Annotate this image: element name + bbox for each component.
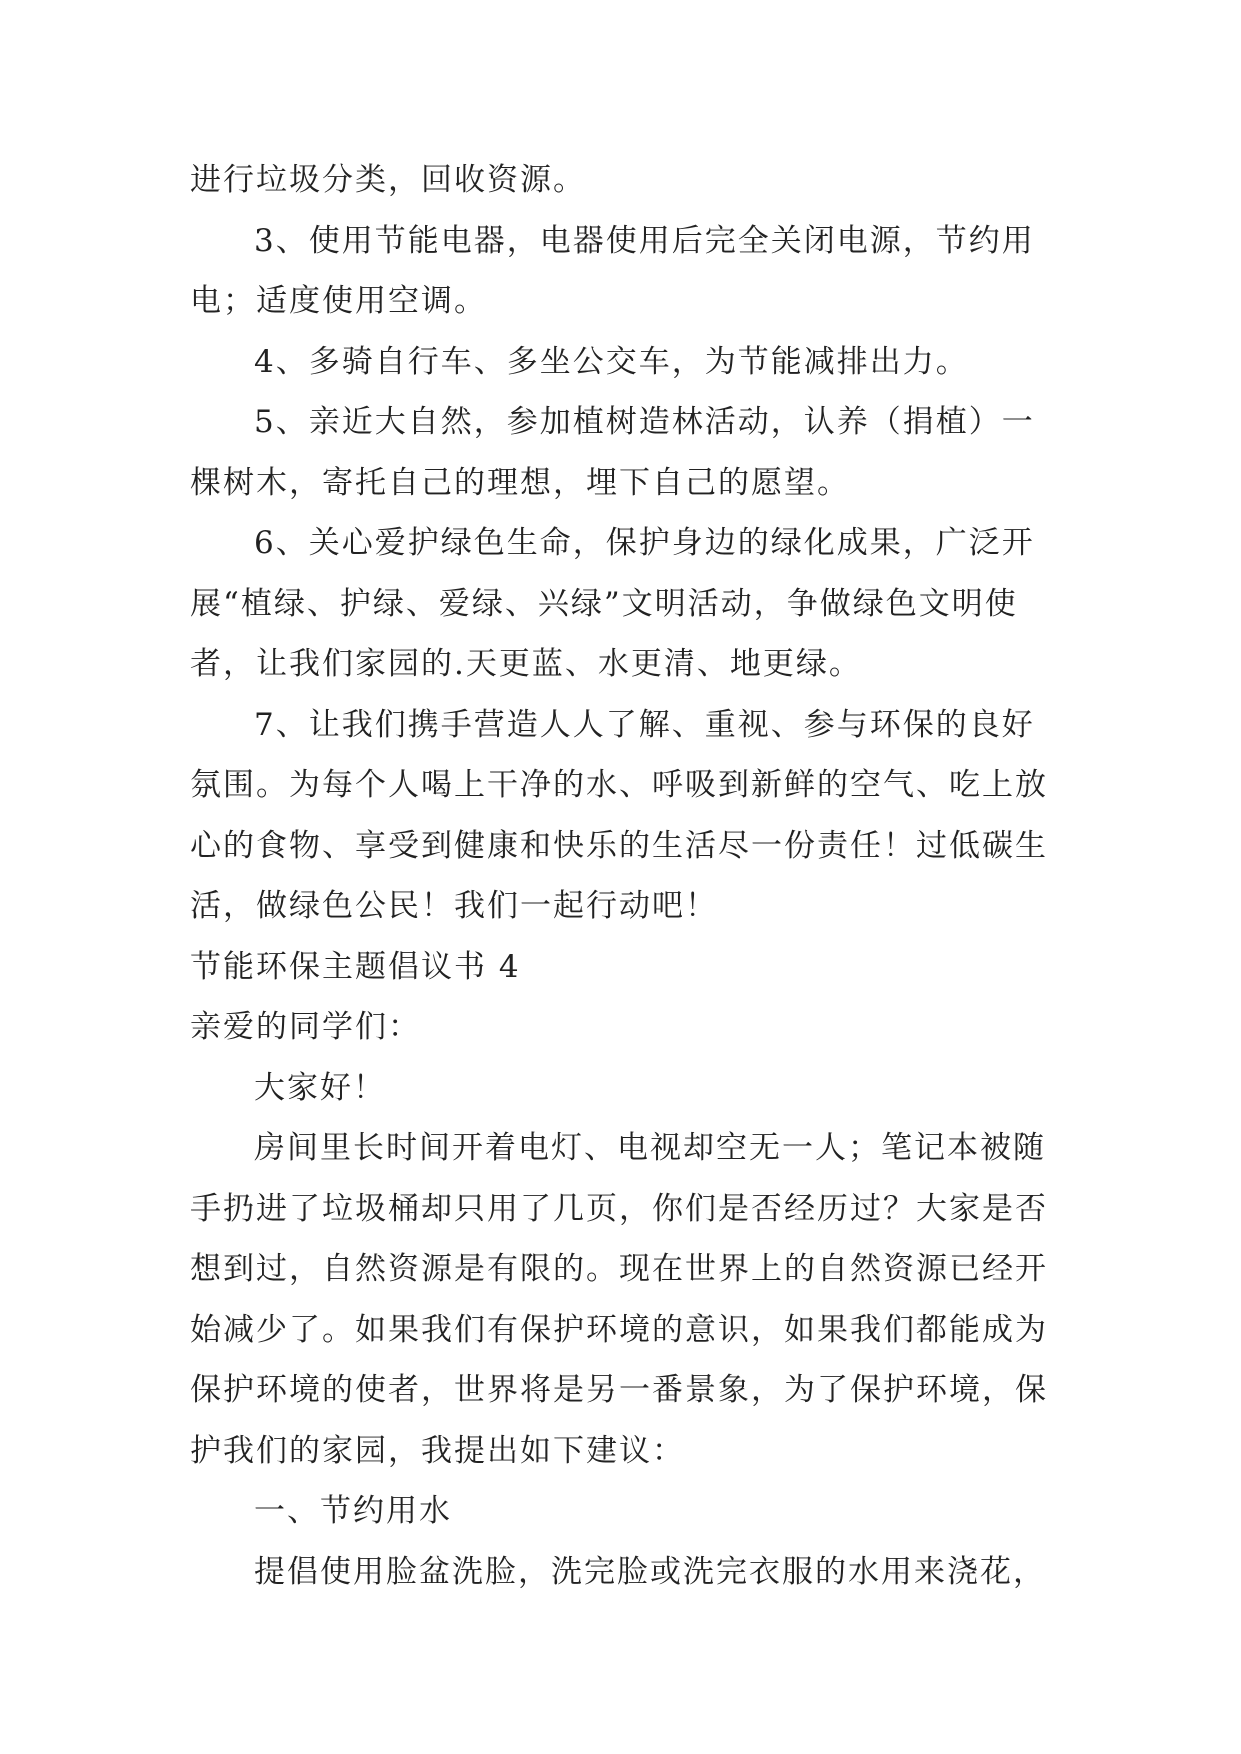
text-line: 手扔进了垃圾桶却只用了几页，你们是否经历过？大家是否 — [190, 1190, 1048, 1227]
text-line: 亲爱的同学们： — [190, 1009, 421, 1045]
text-line: 心的食物、享受到健康和快乐的生活尽一份责任！过低碳生 — [190, 827, 1048, 864]
text-line: 氛围。为每个人喝上干净的水、呼吸到新鲜的空气、吃上放 — [190, 767, 1048, 803]
text-line: 大家好！ — [254, 1069, 386, 1106]
text-line: 3、使用节能电器，电器使用后完全关闭电源，节约用 — [254, 222, 1035, 259]
text-line: 者，让我们家园的.天更蓝、水更清、地更绿。 — [190, 646, 862, 682]
text-line: 提倡使用脸盆洗脸，洗完脸或洗完衣服的水用来浇花， — [254, 1553, 1046, 1590]
text-line: 5、亲近大自然，参加植树造林活动，认养（捐植）一 — [254, 404, 1035, 440]
text-line: 保护环境的使者，世界将是另一番景象，为了保护环境，保 — [190, 1372, 1048, 1408]
text-line: 始减少了。如果我们有保护环境的意识，如果我们都能成为 — [190, 1311, 1048, 1348]
text-line: 活，做绿色公民！我们一起行动吧！ — [190, 888, 718, 924]
document-body — [190, 150, 1060, 1602]
text-line: 想到过，自然资源是有限的。现在世界上的自然资源已经开 — [190, 1251, 1048, 1287]
text-line: 进行垃圾分类，回收资源。 — [190, 162, 586, 198]
text-line: 展“植绿、护绿、爱绿、兴绿”文明活动，争做绿色文明使 — [190, 585, 1018, 622]
text-line: 房间里长时间开着电灯、电视却空无一人；笔记本被随 — [254, 1130, 1046, 1166]
text-line: 4、多骑自行车、多坐公交车，为节能减排出力。 — [254, 343, 969, 380]
text-line: 护我们的家园，我提出如下建议： — [190, 1432, 685, 1469]
text-line: 节能环保主题倡议书 4 — [190, 948, 521, 985]
text-line: 一、节约用水 — [254, 1493, 452, 1529]
text-line: 6、关心爱护绿色生命，保护身边的绿化成果，广泛开 — [254, 525, 1035, 561]
text-line: 7、让我们携手营造人人了解、重视、参与环保的良好 — [254, 706, 1035, 743]
text-line: 电；适度使用空调。 — [190, 283, 487, 319]
text-line: 棵树木，寄托自己的理想，埋下自己的愿望。 — [190, 464, 850, 501]
